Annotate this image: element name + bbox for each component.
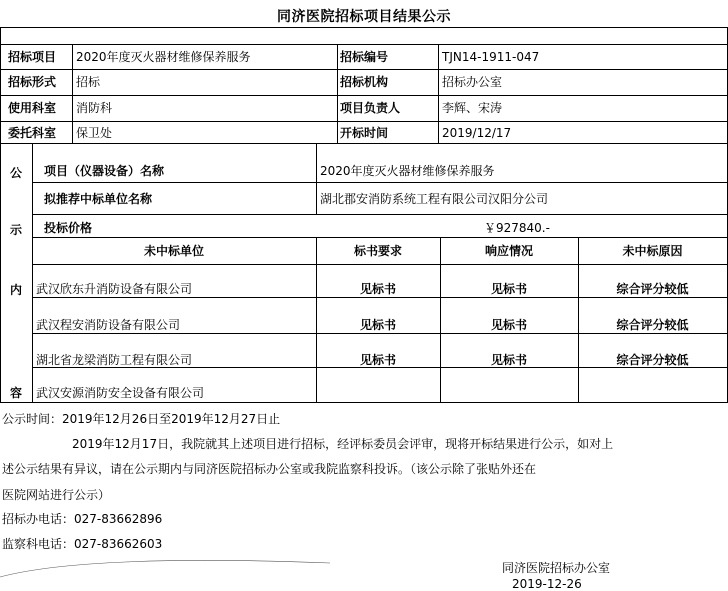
table-row-requirement: 见标书: [359, 353, 396, 367]
header-response: 响应情况: [484, 244, 533, 258]
side-label-char: 内: [10, 283, 23, 297]
label-open-time: 开标时间: [340, 126, 389, 140]
value-open-time: 2019/12/17: [442, 126, 512, 140]
project-name-label: 项目（仪器设备）名称: [44, 164, 165, 178]
result-table: [0, 27, 727, 403]
label-bid-number: 招标编号: [340, 50, 389, 64]
notice-date: 2019-12-26: [512, 577, 582, 591]
signature: 同济医院招标办公室: [502, 561, 611, 575]
header-requirement: 标书要求: [353, 244, 402, 258]
table-row-response: 见标书: [490, 282, 527, 296]
table-row-reason: 综合评分较低: [616, 282, 689, 296]
side-label-char: 公: [10, 166, 23, 180]
recommended-value: 湖北郡安消防系统工程有限公司汉阳分公司: [320, 192, 549, 206]
signature-area: [0, 555, 728, 591]
side-label-char: 容: [10, 386, 23, 400]
label-bid-form: 招标形式: [8, 75, 57, 89]
label-using-dept: 使用科室: [8, 101, 57, 115]
table-row-unit: 湖北省龙梁消防工程有限公司: [36, 353, 193, 367]
notice-line: 2019年12月17日，我院就其上述项目进行招标，经评标委员会评审，现将开标结果进行公示，如对上: [72, 437, 614, 451]
value-using-dept: 消防科: [76, 101, 113, 115]
faint-stamp-arc: [0, 560, 330, 577]
value-bid-agency: 招标办公室: [442, 75, 503, 89]
table-row-reason: 综合评分较低: [616, 353, 689, 367]
header-unit: 未中标单位: [143, 244, 204, 258]
value-project: 2020年度灭火器材维修保养服务: [76, 50, 251, 64]
table-row-response: 见标书: [490, 353, 527, 367]
value-bid-number: TJN14-1911-047: [442, 50, 540, 64]
header-reason: 未中标原因: [622, 244, 683, 258]
recommended-label: 拟推荐中标单位名称: [44, 192, 153, 206]
phone-bid-office: 招标办电话：027-83662896: [2, 512, 163, 526]
value-project-lead: 李辉、宋涛: [442, 101, 503, 115]
project-name-value: 2020年度灭火器材维修保养服务: [320, 164, 495, 178]
notice-period: 公示时间：2019年12月26日至2019年12月27日止: [2, 412, 281, 426]
label-bid-agency: 招标机构: [340, 75, 389, 89]
value-bid-form: 招标: [76, 75, 101, 89]
phone-audit-office: 监察科电话：027-83662603: [2, 537, 163, 551]
table-row-response: 见标书: [490, 318, 527, 332]
label-project: 招标项目: [8, 50, 57, 64]
table-row-requirement: 见标书: [359, 282, 396, 296]
label-client-dept: 委托科室: [8, 126, 57, 140]
side-label-char: 示: [10, 223, 23, 237]
notice-line: 医院网站进行公示）: [2, 488, 111, 502]
table-row-unit: 武汉欣东升消防设备有限公司: [36, 282, 193, 296]
notice-title: 同济医院招标项目结果公示: [277, 9, 451, 25]
notice-line: 述公示结果有异议，请在公示期内与同济医院招标办公室或我院监察科投诉。（该公示除了张贴外还在: [2, 462, 537, 476]
table-row-reason: 综合评分较低: [616, 318, 689, 332]
value-client-dept: 保卫处: [76, 126, 113, 140]
price-label: 投标价格: [44, 221, 93, 235]
table-row-unit: 武汉程安消防设备有限公司: [36, 318, 181, 332]
label-project-lead: 项目负责人: [340, 101, 401, 115]
price-value: ￥927840.-: [484, 221, 550, 235]
table-row-unit: 武汉安源消防安全设备有限公司: [36, 386, 205, 400]
table-row-requirement: 见标书: [359, 318, 396, 332]
